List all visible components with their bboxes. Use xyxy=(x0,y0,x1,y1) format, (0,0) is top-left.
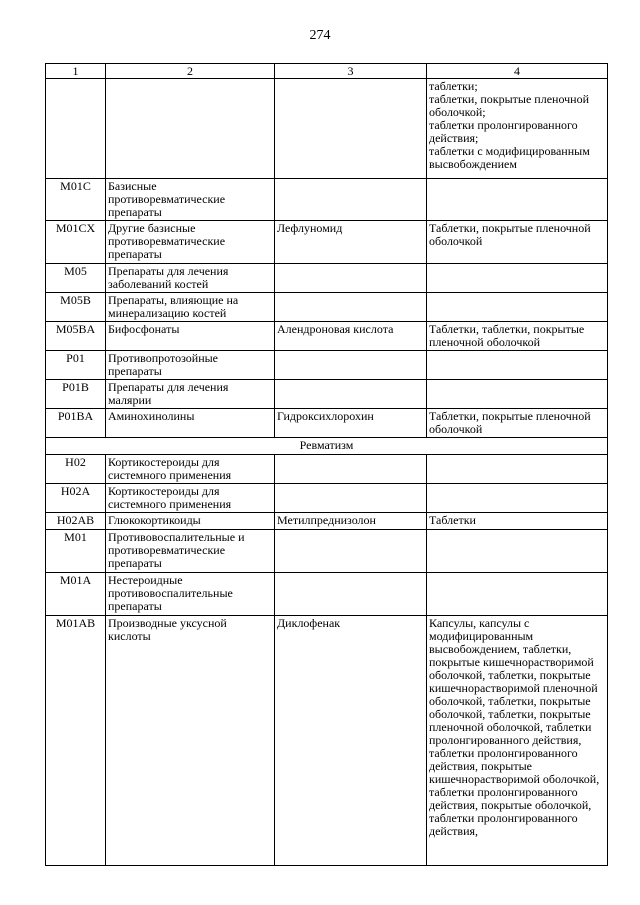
cell-drug-name xyxy=(275,573,427,616)
cell-group-name-text: Кортикостероиды для системного применения xyxy=(108,455,232,482)
cell-drug-name xyxy=(275,264,427,293)
cell-dosage-form xyxy=(427,79,608,179)
cell-drug-name-text: Алендроновая кислота xyxy=(277,322,394,336)
cell-group-name-text: Препараты для лечения заболеваний костей xyxy=(108,264,229,291)
cell-drug-name xyxy=(275,616,427,866)
table-row xyxy=(46,409,608,438)
cell-dosage-form-text: Таблетки xyxy=(429,513,476,527)
cell-group-name xyxy=(106,322,275,351)
section-title: Ревматизм xyxy=(46,438,608,455)
table-row xyxy=(46,179,608,221)
cell-atc-code-text: M01A xyxy=(59,573,92,587)
cell-drug-name xyxy=(275,380,427,409)
table-header-row xyxy=(46,64,608,79)
cell-drug-name xyxy=(275,530,427,573)
cell-drug-name-text: Метилпреднизолон xyxy=(277,513,376,527)
table-row xyxy=(46,293,608,322)
table-row xyxy=(46,530,608,573)
cell-group-name xyxy=(106,573,275,616)
cell-dosage-form xyxy=(427,351,608,380)
cell-group-name xyxy=(106,484,275,513)
cell-atc-code xyxy=(46,179,106,221)
cell-drug-name xyxy=(275,221,427,264)
cell-dosage-form xyxy=(427,221,608,264)
cell-atc-code-text: M05BA xyxy=(55,322,96,336)
table-row xyxy=(46,264,608,293)
cell-group-name xyxy=(106,380,275,409)
cell-dosage-form xyxy=(427,264,608,293)
cell-atc-code-text: M01CX xyxy=(55,221,96,235)
cell-atc-code xyxy=(46,530,106,573)
column-header-group: 2 xyxy=(106,64,275,79)
cell-atc-code-text: P01B xyxy=(62,380,89,394)
cell-group-name-text: Бифосфонаты xyxy=(108,322,180,336)
table-row xyxy=(46,513,608,530)
cell-atc-code-text: M05 xyxy=(64,264,87,278)
table-row xyxy=(46,79,608,179)
cell-drug-name-text: Диклофенак xyxy=(277,616,341,630)
cell-group-name xyxy=(106,616,275,866)
cell-group-name xyxy=(106,513,275,530)
cell-group-name xyxy=(106,293,275,322)
cell-atc-code-text: P01BA xyxy=(57,409,94,423)
cell-dosage-form-text: Таблетки, покрытые пленочной оболочкой xyxy=(429,409,591,436)
cell-drug-name-text: Гидроксихлорохин xyxy=(277,409,374,423)
table-row xyxy=(46,455,608,484)
cell-dosage-form xyxy=(427,573,608,616)
table-row xyxy=(46,221,608,264)
cell-dosage-form xyxy=(427,455,608,484)
cell-atc-code xyxy=(46,221,106,264)
cell-dosage-form xyxy=(427,616,608,866)
cell-drug-name xyxy=(275,455,427,484)
table-row xyxy=(46,322,608,351)
cell-group-name-text: Кортикостероиды для системного применения xyxy=(108,484,232,511)
cell-group-name-text: Другие базисные противоревматические препараты xyxy=(108,221,226,261)
cell-atc-code xyxy=(46,513,106,530)
cell-dosage-form xyxy=(427,484,608,513)
cell-drug-name xyxy=(275,293,427,322)
cell-dosage-form xyxy=(427,409,608,438)
cell-group-name xyxy=(106,351,275,380)
cell-dosage-form-text: таблетки; таблетки, покрытые пленочной оболочкой; таблетки пролонгированного действия; таблетки с модифицированным высвобождением xyxy=(429,79,590,171)
cell-group-name-text: Препараты для лечения малярии xyxy=(108,380,229,407)
cell-group-name-text: Противопротозойные препараты xyxy=(108,351,219,378)
cell-dosage-form xyxy=(427,513,608,530)
cell-atc-code xyxy=(46,322,106,351)
cell-group-name xyxy=(106,530,275,573)
cell-atc-code xyxy=(46,484,106,513)
cell-group-name-text: Базисные противоревматические препараты xyxy=(108,179,226,219)
table-row xyxy=(46,351,608,380)
cell-atc-code-text: H02A xyxy=(60,484,91,498)
cell-group-name-text: Производные уксусной кислоты xyxy=(108,616,227,643)
cell-atc-code xyxy=(46,264,106,293)
cell-atc-code-text: M05B xyxy=(60,293,91,307)
drug-table xyxy=(45,63,608,866)
cell-dosage-form-text: Таблетки, таблетки, покрытые пленочной оболочкой xyxy=(429,322,585,349)
cell-group-name xyxy=(106,179,275,221)
cell-dosage-form xyxy=(427,530,608,573)
cell-drug-name xyxy=(275,351,427,380)
cell-dosage-form xyxy=(427,179,608,221)
cell-dosage-form-text: Капсулы, капсулы с модифицированным высвобождением, таблетки, покрытые кишечнорастворимой оболочкой, таблетки, покрытые кишечнорастворимой пленочной оболочкой, таблетки, покрытые оболочкой, таблетки, покрытые пленочной оболочкой, таблетки пролонгированного действия, таблетки пролонгированного действия, покрытые кишечнорастворимой оболочкой, таблетки пролонгированного действия, покрытые оболочкой, таблетки пролонгированного действия, xyxy=(429,616,600,838)
table-row xyxy=(46,573,608,616)
column-header-code: 1 xyxy=(46,64,106,79)
cell-group-name-text: Глюкокортикоиды xyxy=(108,513,201,527)
column-header-form: 4 xyxy=(427,64,608,79)
cell-drug-name xyxy=(275,409,427,438)
cell-atc-code-text: M01C xyxy=(60,179,91,193)
table-section-row xyxy=(46,438,608,455)
table-row xyxy=(46,616,608,866)
cell-atc-code xyxy=(46,409,106,438)
cell-dosage-form xyxy=(427,293,608,322)
cell-group-name-text: Аминохинолины xyxy=(108,409,195,423)
cell-atc-code xyxy=(46,293,106,322)
table-body xyxy=(46,79,608,866)
cell-atc-code-text: H02 xyxy=(65,455,86,469)
cell-group-name-text: Противовоспалительные и противоревматические препараты xyxy=(108,530,245,570)
cell-group-name-text: Нестероидные противовоспалительные препараты xyxy=(108,573,233,613)
cell-dosage-form-text: Таблетки, покрытые пленочной оболочкой xyxy=(429,221,591,248)
cell-drug-name xyxy=(275,322,427,351)
page-number: 274 xyxy=(309,28,331,43)
cell-atc-code-text: H02AB xyxy=(56,513,95,527)
cell-atc-code xyxy=(46,573,106,616)
cell-atc-code xyxy=(46,455,106,484)
cell-group-name xyxy=(106,221,275,264)
cell-dosage-form xyxy=(427,380,608,409)
cell-drug-name-text: Лефлуномид xyxy=(277,221,343,235)
cell-group-name xyxy=(106,79,275,179)
cell-atc-code xyxy=(46,380,106,409)
cell-drug-name xyxy=(275,179,427,221)
table-row xyxy=(46,484,608,513)
cell-atc-code xyxy=(46,351,106,380)
cell-group-name xyxy=(106,409,275,438)
cell-atc-code xyxy=(46,79,106,179)
table-row xyxy=(46,380,608,409)
cell-drug-name xyxy=(275,484,427,513)
cell-atc-code xyxy=(46,616,106,866)
column-header-drug: 3 xyxy=(275,64,427,79)
cell-atc-code-text: M01AB xyxy=(55,616,96,630)
cell-dosage-form xyxy=(427,322,608,351)
cell-drug-name xyxy=(275,79,427,179)
cell-atc-code-text: M01 xyxy=(64,530,87,544)
cell-group-name xyxy=(106,264,275,293)
cell-group-name xyxy=(106,455,275,484)
cell-atc-code-text: P01 xyxy=(66,351,85,365)
cell-drug-name xyxy=(275,513,427,530)
cell-group-name-text: Препараты, влияющие на минерализацию костей xyxy=(108,293,239,320)
